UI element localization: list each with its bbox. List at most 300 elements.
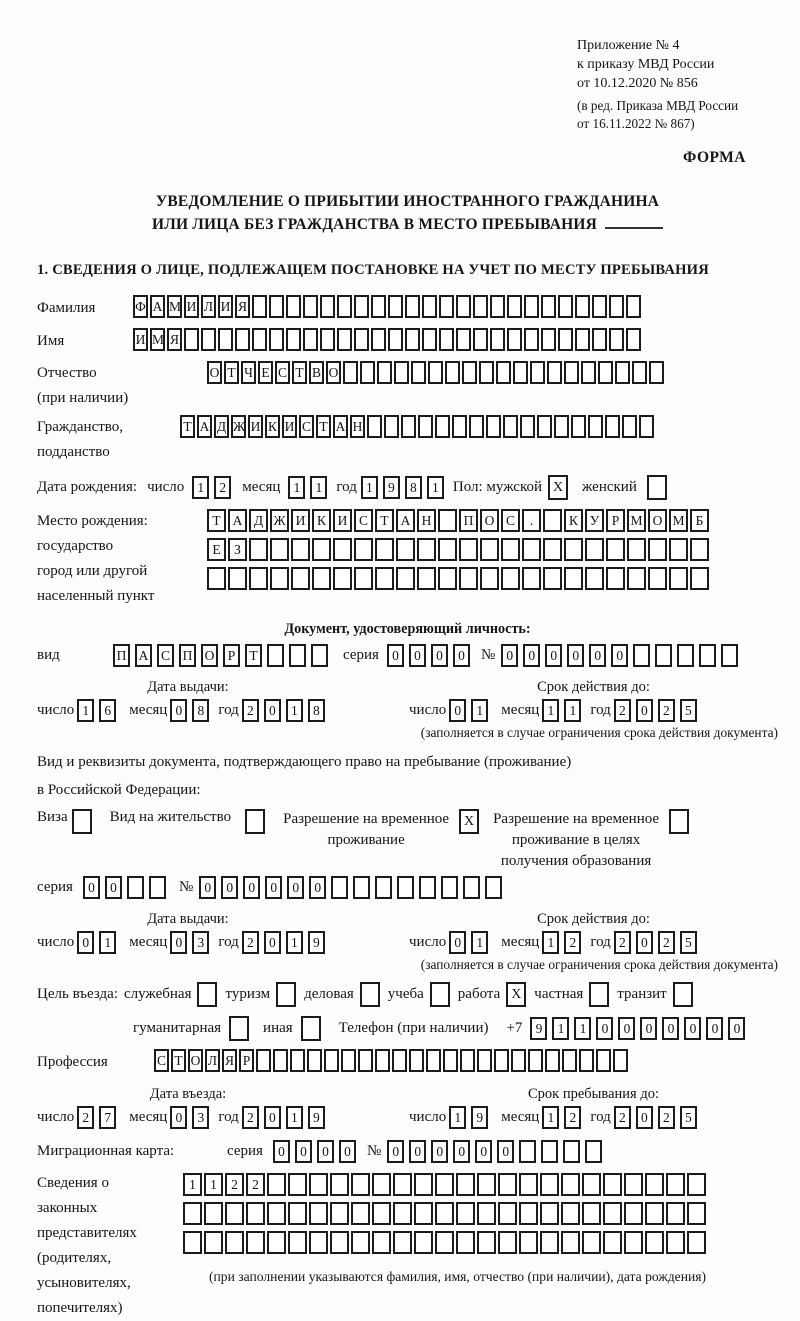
char-cell[interactable] xyxy=(624,1173,643,1196)
char-cell[interactable] xyxy=(371,328,386,351)
char-cell[interactable] xyxy=(418,415,433,438)
char-cell[interactable] xyxy=(575,295,590,318)
char-cell[interactable] xyxy=(270,538,289,561)
char-cell[interactable] xyxy=(207,567,226,590)
purpose-work-checkbox[interactable]: X xyxy=(506,982,526,1007)
char-cell[interactable] xyxy=(543,538,562,561)
char-cell[interactable]: 0 xyxy=(264,699,281,722)
char-cell[interactable] xyxy=(507,295,522,318)
temp-residence-checkbox[interactable]: X xyxy=(459,809,479,834)
char-cell[interactable]: 5 xyxy=(680,699,697,722)
purpose-study-checkbox[interactable] xyxy=(430,982,450,1007)
char-cell[interactable]: С xyxy=(501,509,520,532)
char-cell[interactable] xyxy=(561,1231,580,1254)
char-cell[interactable]: М xyxy=(150,328,165,351)
char-cell[interactable] xyxy=(575,328,590,351)
char-cell[interactable] xyxy=(414,1231,433,1254)
char-cell[interactable] xyxy=(204,1231,223,1254)
char-cell[interactable] xyxy=(267,1202,286,1225)
char-cell[interactable]: 0 xyxy=(273,1140,290,1163)
char-cell[interactable] xyxy=(490,295,505,318)
char-cell[interactable]: 1 xyxy=(542,1106,559,1129)
char-cell[interactable] xyxy=(414,1202,433,1225)
char-cell[interactable] xyxy=(438,538,457,561)
char-cell[interactable]: 0 xyxy=(265,876,282,899)
char-cell[interactable]: К xyxy=(312,509,331,532)
char-cell[interactable]: Б xyxy=(690,509,709,532)
char-cell[interactable] xyxy=(330,1173,349,1196)
char-cell[interactable]: 2 xyxy=(564,931,581,954)
char-cell[interactable]: 0 xyxy=(662,1017,679,1040)
char-cell[interactable] xyxy=(540,1231,559,1254)
char-cell[interactable] xyxy=(690,567,709,590)
char-cell[interactable]: 2 xyxy=(614,699,631,722)
char-cell[interactable] xyxy=(441,876,458,899)
char-cell[interactable] xyxy=(585,538,604,561)
char-cell[interactable] xyxy=(393,1231,412,1254)
char-cell[interactable]: О xyxy=(326,361,341,384)
char-cell[interactable] xyxy=(291,567,310,590)
char-cell[interactable] xyxy=(456,1202,475,1225)
char-cell[interactable] xyxy=(486,415,501,438)
char-cell[interactable]: И xyxy=(184,295,199,318)
char-cell[interactable] xyxy=(435,1173,454,1196)
char-cell[interactable]: 2 xyxy=(564,1106,581,1129)
purpose-tourism-checkbox[interactable] xyxy=(276,982,296,1007)
char-cell[interactable] xyxy=(473,295,488,318)
char-cell[interactable]: 0 xyxy=(387,1140,404,1163)
char-cell[interactable]: 1 xyxy=(77,699,94,722)
char-cell[interactable]: 9 xyxy=(530,1017,547,1040)
char-cell[interactable] xyxy=(543,509,562,532)
char-cell[interactable] xyxy=(375,538,394,561)
char-cell[interactable]: А xyxy=(333,415,348,438)
char-cell[interactable] xyxy=(367,415,382,438)
char-cell[interactable]: 8 xyxy=(192,699,209,722)
char-cell[interactable] xyxy=(358,1049,373,1072)
char-cell[interactable] xyxy=(456,1231,475,1254)
temp-residence-edu-checkbox[interactable] xyxy=(669,809,689,834)
char-cell[interactable] xyxy=(438,567,457,590)
char-cell[interactable] xyxy=(459,538,478,561)
char-cell[interactable]: 0 xyxy=(243,876,260,899)
char-cell[interactable] xyxy=(558,328,573,351)
char-cell[interactable]: 0 xyxy=(636,1106,653,1129)
char-cell[interactable] xyxy=(360,361,375,384)
char-cell[interactable] xyxy=(393,1202,412,1225)
char-cell[interactable] xyxy=(721,644,738,667)
char-cell[interactable]: 0 xyxy=(636,699,653,722)
char-cell[interactable]: 0 xyxy=(596,1017,613,1040)
char-cell[interactable] xyxy=(615,361,630,384)
char-cell[interactable]: 3 xyxy=(192,1106,209,1129)
gender-female-checkbox[interactable] xyxy=(647,475,667,500)
char-cell[interactable]: 0 xyxy=(475,1140,492,1163)
char-cell[interactable] xyxy=(579,1049,594,1072)
char-cell[interactable] xyxy=(384,415,399,438)
char-cell[interactable] xyxy=(564,361,579,384)
char-cell[interactable]: С xyxy=(299,415,314,438)
char-cell[interactable] xyxy=(524,328,539,351)
char-cell[interactable] xyxy=(443,1049,458,1072)
char-cell[interactable]: Т xyxy=(171,1049,186,1072)
char-cell[interactable]: 0 xyxy=(728,1017,745,1040)
char-cell[interactable] xyxy=(341,1049,356,1072)
char-cell[interactable] xyxy=(269,328,284,351)
char-cell[interactable] xyxy=(519,1231,538,1254)
char-cell[interactable] xyxy=(603,1231,622,1254)
char-cell[interactable]: 2 xyxy=(658,931,675,954)
char-cell[interactable] xyxy=(204,1202,223,1225)
char-cell[interactable]: 0 xyxy=(170,699,187,722)
char-cell[interactable]: А xyxy=(197,415,212,438)
char-cell[interactable]: 1 xyxy=(183,1173,202,1196)
char-cell[interactable]: 1 xyxy=(471,931,488,954)
char-cell[interactable] xyxy=(435,415,450,438)
char-cell[interactable]: 2 xyxy=(242,699,259,722)
char-cell[interactable]: И xyxy=(133,328,148,351)
char-cell[interactable] xyxy=(645,1231,664,1254)
char-cell[interactable]: 0 xyxy=(640,1017,657,1040)
char-cell[interactable] xyxy=(501,538,520,561)
char-cell[interactable] xyxy=(485,876,502,899)
char-cell[interactable] xyxy=(632,361,647,384)
char-cell[interactable]: Н xyxy=(417,509,436,532)
char-cell[interactable] xyxy=(201,328,216,351)
char-cell[interactable] xyxy=(561,1173,580,1196)
char-cell[interactable] xyxy=(519,1202,538,1225)
visa-checkbox[interactable] xyxy=(72,809,92,834)
char-cell[interactable] xyxy=(309,1231,328,1254)
char-cell[interactable] xyxy=(330,1231,349,1254)
char-cell[interactable] xyxy=(371,295,386,318)
char-cell[interactable] xyxy=(388,295,403,318)
char-cell[interactable] xyxy=(520,415,535,438)
char-cell[interactable] xyxy=(354,295,369,318)
char-cell[interactable]: 1 xyxy=(286,699,303,722)
char-cell[interactable]: Я xyxy=(222,1049,237,1072)
char-cell[interactable] xyxy=(286,295,301,318)
char-cell[interactable] xyxy=(622,415,637,438)
char-cell[interactable]: Ф xyxy=(133,295,148,318)
char-cell[interactable] xyxy=(288,1173,307,1196)
char-cell[interactable] xyxy=(627,538,646,561)
char-cell[interactable] xyxy=(337,295,352,318)
char-cell[interactable] xyxy=(309,1202,328,1225)
char-cell[interactable] xyxy=(498,1231,517,1254)
char-cell[interactable]: 0 xyxy=(431,644,448,667)
char-cell[interactable] xyxy=(582,1202,601,1225)
char-cell[interactable]: 5 xyxy=(680,1106,697,1129)
char-cell[interactable]: 9 xyxy=(471,1106,488,1129)
char-cell[interactable]: О xyxy=(188,1049,203,1072)
char-cell[interactable]: 1 xyxy=(361,476,378,499)
char-cell[interactable]: 0 xyxy=(453,1140,470,1163)
char-cell[interactable] xyxy=(351,1202,370,1225)
char-cell[interactable] xyxy=(606,538,625,561)
char-cell[interactable] xyxy=(375,876,392,899)
char-cell[interactable] xyxy=(477,1231,496,1254)
char-cell[interactable]: 1 xyxy=(310,476,327,499)
char-cell[interactable] xyxy=(585,1140,602,1163)
char-cell[interactable]: И xyxy=(248,415,263,438)
char-cell[interactable] xyxy=(463,876,480,899)
char-cell[interactable]: П xyxy=(179,644,196,667)
char-cell[interactable] xyxy=(426,1049,441,1072)
char-cell[interactable] xyxy=(225,1231,244,1254)
char-cell[interactable] xyxy=(522,567,541,590)
char-cell[interactable] xyxy=(267,1173,286,1196)
char-cell[interactable] xyxy=(218,328,233,351)
char-cell[interactable] xyxy=(473,328,488,351)
char-cell[interactable]: И xyxy=(282,415,297,438)
char-cell[interactable] xyxy=(438,509,457,532)
char-cell[interactable] xyxy=(666,1231,685,1254)
char-cell[interactable] xyxy=(337,328,352,351)
char-cell[interactable] xyxy=(501,567,520,590)
char-cell[interactable] xyxy=(320,328,335,351)
char-cell[interactable]: И xyxy=(218,295,233,318)
char-cell[interactable] xyxy=(388,328,403,351)
char-cell[interactable]: С xyxy=(275,361,290,384)
char-cell[interactable] xyxy=(417,538,436,561)
char-cell[interactable] xyxy=(435,1202,454,1225)
char-cell[interactable]: С xyxy=(154,1049,169,1072)
char-cell[interactable] xyxy=(330,1202,349,1225)
char-cell[interactable] xyxy=(311,644,328,667)
char-cell[interactable] xyxy=(184,328,199,351)
char-cell[interactable] xyxy=(603,1173,622,1196)
char-cell[interactable]: 0 xyxy=(77,931,94,954)
char-cell[interactable]: 9 xyxy=(308,1106,325,1129)
char-cell[interactable]: 2 xyxy=(658,1106,675,1129)
char-cell[interactable] xyxy=(414,1173,433,1196)
char-cell[interactable] xyxy=(581,361,596,384)
char-cell[interactable]: Т xyxy=(316,415,331,438)
char-cell[interactable]: 8 xyxy=(308,699,325,722)
char-cell[interactable] xyxy=(309,1173,328,1196)
char-cell[interactable] xyxy=(249,538,268,561)
char-cell[interactable]: 1 xyxy=(288,476,305,499)
char-cell[interactable]: Ж xyxy=(270,509,289,532)
char-cell[interactable]: В xyxy=(309,361,324,384)
char-cell[interactable] xyxy=(354,328,369,351)
char-cell[interactable]: А xyxy=(135,644,152,667)
char-cell[interactable] xyxy=(303,328,318,351)
char-cell[interactable] xyxy=(543,567,562,590)
char-cell[interactable] xyxy=(522,538,541,561)
gender-male-checkbox[interactable]: X xyxy=(548,475,568,500)
char-cell[interactable] xyxy=(401,415,416,438)
char-cell[interactable] xyxy=(490,328,505,351)
char-cell[interactable]: Т xyxy=(245,644,262,667)
char-cell[interactable] xyxy=(372,1231,391,1254)
char-cell[interactable] xyxy=(289,644,306,667)
char-cell[interactable] xyxy=(354,567,373,590)
char-cell[interactable]: 0 xyxy=(449,699,466,722)
char-cell[interactable] xyxy=(307,1049,322,1072)
char-cell[interactable] xyxy=(562,1049,577,1072)
purpose-commercial-checkbox[interactable] xyxy=(360,982,380,1007)
char-cell[interactable] xyxy=(582,1231,601,1254)
char-cell[interactable] xyxy=(561,1202,580,1225)
char-cell[interactable] xyxy=(554,415,569,438)
char-cell[interactable] xyxy=(246,1202,265,1225)
char-cell[interactable]: О xyxy=(201,644,218,667)
char-cell[interactable] xyxy=(270,567,289,590)
char-cell[interactable] xyxy=(592,328,607,351)
char-cell[interactable]: И xyxy=(333,509,352,532)
char-cell[interactable] xyxy=(624,1231,643,1254)
char-cell[interactable]: 0 xyxy=(264,931,281,954)
char-cell[interactable] xyxy=(477,1049,492,1072)
char-cell[interactable]: С xyxy=(157,644,174,667)
char-cell[interactable] xyxy=(333,538,352,561)
char-cell[interactable] xyxy=(669,538,688,561)
char-cell[interactable] xyxy=(312,567,331,590)
char-cell[interactable]: Я xyxy=(235,295,250,318)
char-cell[interactable] xyxy=(288,1202,307,1225)
char-cell[interactable]: 0 xyxy=(287,876,304,899)
char-cell[interactable]: 0 xyxy=(295,1140,312,1163)
char-cell[interactable] xyxy=(249,567,268,590)
char-cell[interactable]: Р xyxy=(239,1049,254,1072)
char-cell[interactable] xyxy=(422,328,437,351)
char-cell[interactable] xyxy=(480,567,499,590)
char-cell[interactable] xyxy=(462,361,477,384)
char-cell[interactable]: 1 xyxy=(471,699,488,722)
char-cell[interactable]: 1 xyxy=(564,699,581,722)
char-cell[interactable]: 0 xyxy=(684,1017,701,1040)
char-cell[interactable] xyxy=(149,876,166,899)
char-cell[interactable] xyxy=(303,295,318,318)
char-cell[interactable]: 2 xyxy=(214,476,231,499)
char-cell[interactable] xyxy=(645,1173,664,1196)
char-cell[interactable] xyxy=(687,1231,706,1254)
char-cell[interactable] xyxy=(375,567,394,590)
char-cell[interactable]: Я xyxy=(167,328,182,351)
char-cell[interactable] xyxy=(540,1173,559,1196)
char-cell[interactable] xyxy=(375,1049,390,1072)
char-cell[interactable]: 0 xyxy=(264,1106,281,1129)
char-cell[interactable] xyxy=(235,328,250,351)
char-cell[interactable]: 0 xyxy=(636,931,653,954)
char-cell[interactable]: 1 xyxy=(427,476,444,499)
char-cell[interactable] xyxy=(598,361,613,384)
char-cell[interactable]: 0 xyxy=(618,1017,635,1040)
char-cell[interactable] xyxy=(439,295,454,318)
char-cell[interactable] xyxy=(596,1049,611,1072)
char-cell[interactable]: 0 xyxy=(83,876,100,899)
char-cell[interactable] xyxy=(480,538,499,561)
char-cell[interactable]: . xyxy=(522,509,541,532)
char-cell[interactable] xyxy=(469,415,484,438)
char-cell[interactable]: А xyxy=(150,295,165,318)
char-cell[interactable] xyxy=(343,361,358,384)
char-cell[interactable] xyxy=(609,295,624,318)
purpose-business-checkbox[interactable] xyxy=(197,982,217,1007)
char-cell[interactable] xyxy=(545,1049,560,1072)
char-cell[interactable]: 0 xyxy=(545,644,562,667)
char-cell[interactable] xyxy=(687,1202,706,1225)
char-cell[interactable] xyxy=(655,644,672,667)
char-cell[interactable]: Л xyxy=(205,1049,220,1072)
char-cell[interactable]: 0 xyxy=(317,1140,334,1163)
char-cell[interactable]: 0 xyxy=(589,644,606,667)
char-cell[interactable]: Р xyxy=(606,509,625,532)
char-cell[interactable]: П xyxy=(113,644,130,667)
char-cell[interactable]: 0 xyxy=(309,876,326,899)
purpose-humanitarian-checkbox[interactable] xyxy=(229,1016,249,1041)
char-cell[interactable]: 1 xyxy=(574,1017,591,1040)
char-cell[interactable] xyxy=(419,876,436,899)
char-cell[interactable] xyxy=(353,876,370,899)
char-cell[interactable]: Т xyxy=(180,415,195,438)
char-cell[interactable] xyxy=(537,415,552,438)
char-cell[interactable]: Ж xyxy=(231,415,246,438)
char-cell[interactable] xyxy=(507,328,522,351)
char-cell[interactable] xyxy=(592,295,607,318)
char-cell[interactable]: К xyxy=(265,415,280,438)
char-cell[interactable]: 0 xyxy=(523,644,540,667)
purpose-other-checkbox[interactable] xyxy=(301,1016,321,1041)
char-cell[interactable] xyxy=(613,1049,628,1072)
char-cell[interactable] xyxy=(606,567,625,590)
char-cell[interactable]: О xyxy=(480,509,499,532)
char-cell[interactable] xyxy=(540,1202,559,1225)
char-cell[interactable]: 9 xyxy=(308,931,325,954)
char-cell[interactable] xyxy=(393,1173,412,1196)
char-cell[interactable] xyxy=(354,538,373,561)
char-cell[interactable]: 2 xyxy=(225,1173,244,1196)
char-cell[interactable]: 2 xyxy=(242,931,259,954)
char-cell[interactable] xyxy=(286,328,301,351)
char-cell[interactable] xyxy=(624,1202,643,1225)
char-cell[interactable]: 6 xyxy=(99,699,116,722)
char-cell[interactable]: 1 xyxy=(542,931,559,954)
char-cell[interactable] xyxy=(273,1049,288,1072)
char-cell[interactable] xyxy=(397,876,414,899)
char-cell[interactable] xyxy=(405,295,420,318)
char-cell[interactable] xyxy=(541,328,556,351)
char-cell[interactable] xyxy=(127,876,144,899)
char-cell[interactable]: Е xyxy=(207,538,226,561)
char-cell[interactable] xyxy=(377,361,392,384)
char-cell[interactable]: 5 xyxy=(680,931,697,954)
char-cell[interactable] xyxy=(290,1049,305,1072)
char-cell[interactable] xyxy=(648,538,667,561)
char-cell[interactable]: М xyxy=(627,509,646,532)
char-cell[interactable] xyxy=(312,538,331,561)
char-cell[interactable] xyxy=(428,361,443,384)
char-cell[interactable] xyxy=(333,567,352,590)
char-cell[interactable] xyxy=(456,328,471,351)
char-cell[interactable]: П xyxy=(459,509,478,532)
char-cell[interactable] xyxy=(459,567,478,590)
char-cell[interactable] xyxy=(666,1202,685,1225)
char-cell[interactable] xyxy=(582,1173,601,1196)
char-cell[interactable]: 2 xyxy=(614,931,631,954)
char-cell[interactable]: А xyxy=(228,509,247,532)
char-cell[interactable] xyxy=(445,361,460,384)
char-cell[interactable] xyxy=(699,644,716,667)
char-cell[interactable]: Т xyxy=(207,509,226,532)
char-cell[interactable]: М xyxy=(167,295,182,318)
purpose-private-checkbox[interactable] xyxy=(589,982,609,1007)
char-cell[interactable]: Т xyxy=(224,361,239,384)
char-cell[interactable]: 1 xyxy=(449,1106,466,1129)
char-cell[interactable] xyxy=(541,295,556,318)
